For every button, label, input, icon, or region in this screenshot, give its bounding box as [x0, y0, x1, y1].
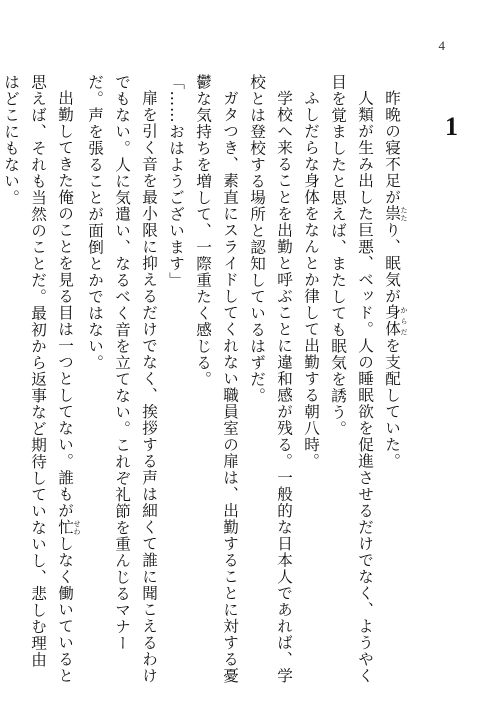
paragraph-4: 学校へ来ることを出勤と呼ぶことに違和感が残る。一般的な日本人であれば、学校とは登校する場所と認知しているはずだ。 [248, 74, 293, 684]
ruby-sewa: 忙 せわ [56, 518, 81, 536]
ruby-karada: 身体 からだ [383, 304, 408, 338]
paragraph-8: 出勤してきた俺のことを見る目は一つとしてない。誰もが忙 せわしなく働いていると思えば、それも当然のことだ。最初から返事など期待していないし、悲しむ理由はどこにもない。 [2, 74, 81, 684]
paragraph-1: 昨晩の寝不足が祟 たたり、眠気が身体 からだを支配していた。 [383, 89, 408, 470]
dialogue-greeting: 「……おはようございます」 [167, 74, 185, 289]
paragraph-2: 人類が生み出した巨悪、ベッド。人の睡眠欲を促進させるだけでなく、ようやく目を覚ましたと思えば、またしても眠気を誘う。 [329, 74, 374, 684]
chapter-number: 1 [445, 112, 458, 141]
paragraph-7: 扉を引く音を最小限に抑えるだけでなく、挨拶する声は細くて誰に聞こえるわけでもない。人に気遣い、なるべく音を立てない。これぞ礼節を重んじるマナーだ。声を張ることが面倒とかではない。 [86, 74, 158, 684]
paragraph-5: ガタつき、素直にスライドしてくれない職員室の扉は、出勤することに対する憂鬱な気持ちを増して、一際重たく感じる。 [194, 74, 239, 684]
ruby-tata: 祟 たた [383, 205, 408, 222]
page-number: 4 [438, 38, 445, 53]
paragraph-3: ふしだらな身体をなんとか律して出勤する朝八時。 [302, 89, 320, 470]
body-text [0, 74, 408, 684]
